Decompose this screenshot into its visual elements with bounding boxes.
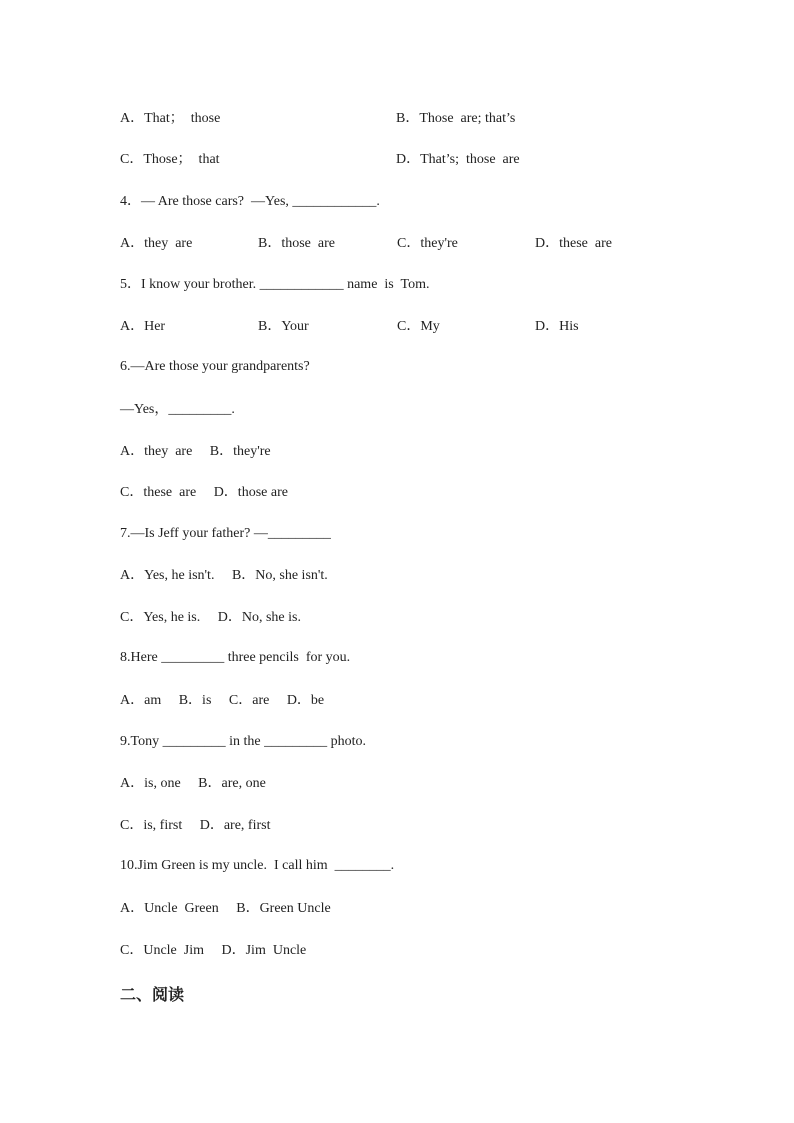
q4-option-d: D．these are	[535, 236, 612, 251]
section-heading-reading: 二、阅读	[120, 985, 185, 1004]
q7-options-cd: C．Yes, he is. D．No, she is.	[120, 610, 301, 625]
q6-reply: —Yes，_________.	[120, 402, 235, 417]
q6-options-ab: A．they are B．they're	[120, 444, 271, 459]
q9-options-ab: A．is, one B．are, one	[120, 776, 266, 791]
q3-option-d: D．That’s; those are	[396, 152, 520, 167]
q10-options-cd: C．Uncle Jim D．Jim Uncle	[120, 943, 307, 958]
q7-options-ab: A．Yes, he isn't. B．No, she isn't.	[120, 568, 328, 583]
q4-option-b: B．those are	[258, 236, 335, 251]
q8-options: A．am B．is C．are D．be	[120, 693, 325, 708]
q5-stem: 5．I know your brother. ____________ name is Tom.	[120, 277, 430, 292]
q4-option-a: A．they are	[120, 236, 193, 251]
q8-stem: 8.Here _________ three pencils for you.	[120, 650, 351, 665]
q4-stem: 4．— Are those cars? —Yes, ____________.	[120, 194, 380, 209]
q9-options-cd: C．is, first D．are, first	[120, 818, 271, 833]
q5-option-c: C．My	[397, 319, 440, 334]
q3-option-c: C．Those； that	[120, 152, 220, 167]
q6-stem: 6.—Are those your grandparents?	[120, 359, 310, 374]
q10-options-ab: A．Uncle Green B．Green Uncle	[120, 901, 331, 916]
q3-option-a: A．That； those	[120, 111, 221, 126]
q6-options-cd: C．these are D．those are	[120, 485, 288, 500]
q9-stem: 9.Tony _________ in the _________ photo.	[120, 734, 366, 749]
q7-stem: 7.—Is Jeff your father? —_________	[120, 526, 331, 541]
q5-option-d: D．His	[535, 319, 579, 334]
q5-option-a: A．Her	[120, 319, 166, 334]
q5-option-b: B．Your	[258, 319, 309, 334]
q4-option-c: C．they're	[397, 236, 458, 251]
q3-option-b: B．Those are; that’s	[396, 111, 516, 126]
q10-stem: 10.Jim Green is my uncle. I call him ________.	[120, 858, 395, 873]
